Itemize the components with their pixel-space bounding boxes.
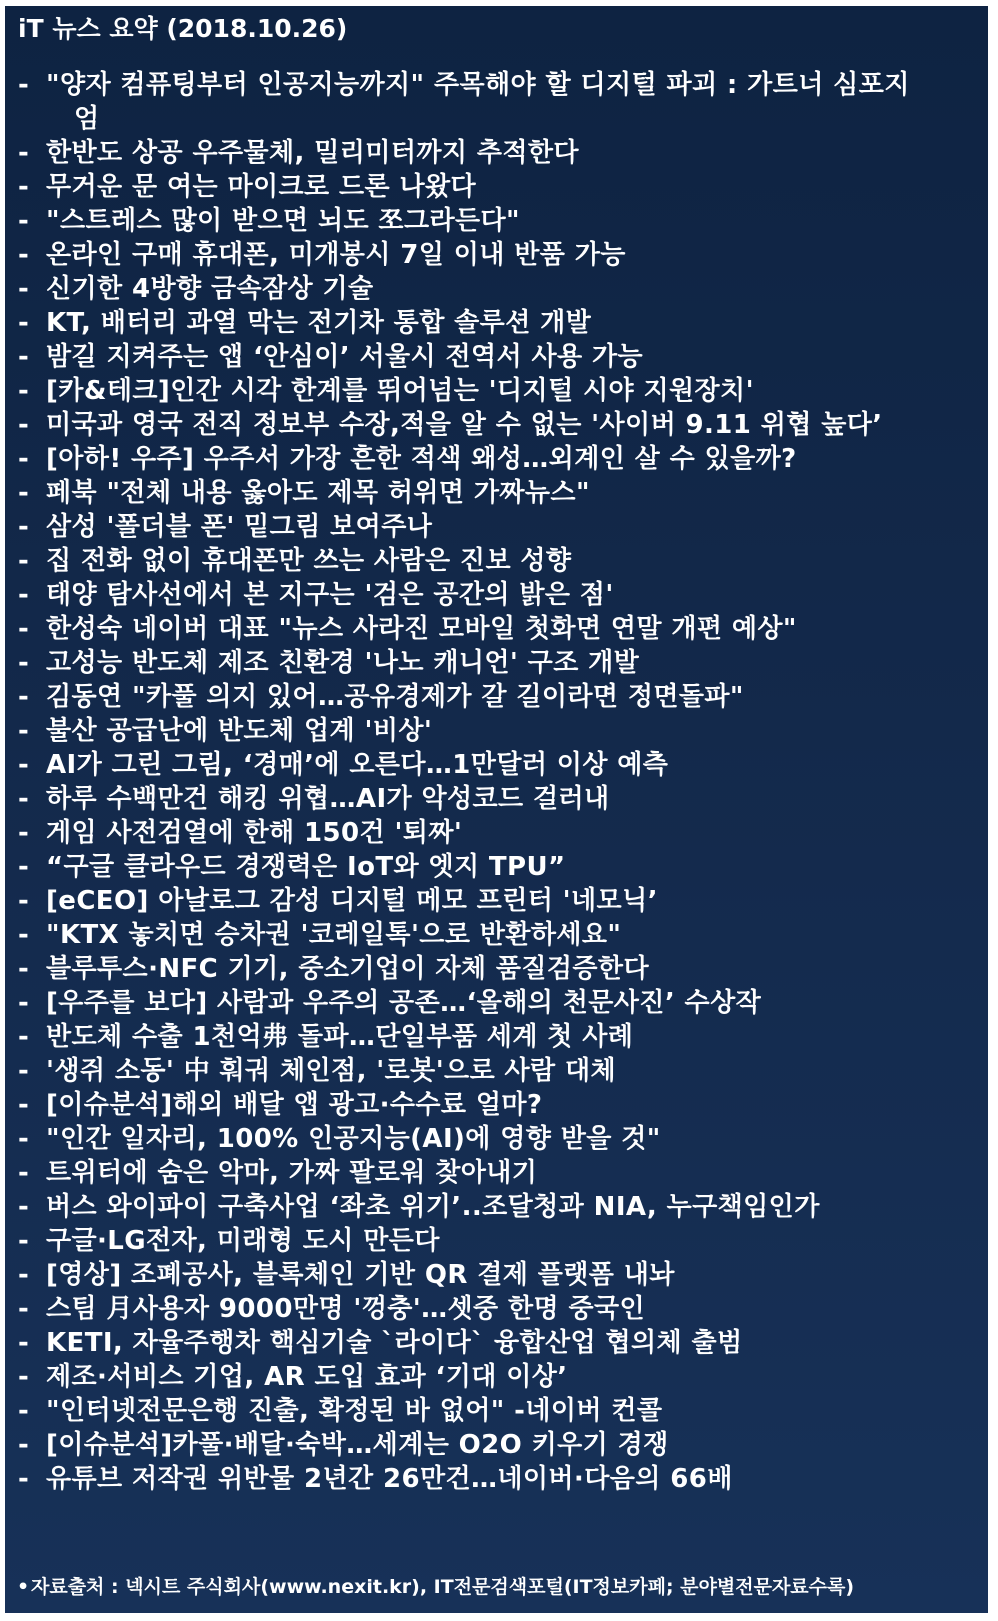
news-item-text: 온라인 구매 휴대폰, 미개봉시 7일 이내 반품 가능 [46,240,626,270]
news-item-dash: - [18,988,30,1018]
news-item [18,1292,976,1326]
news-item-text: 반도체 수출 1천억弗 돌파…단일부품 세계 첫 사례 [46,1022,634,1052]
news-item-dash: - [18,342,30,372]
news-item-text: "인간 일자리, 100% 인공지능(AI)에 영향 받을 것" [46,1124,661,1154]
news-item-dash: - [18,1124,30,1154]
news-item-text: [eCEO] 아날로그 감성 디지털 메모 프린터 '네모닉’ [46,886,658,916]
news-item [18,952,976,986]
news-item-dash: - [18,376,30,406]
news-item-dash: - [18,1056,30,1086]
news-item-text: 김동연 "카풀 의지 있어…공유경제가 갈 길이라면 정면돌파" [46,682,744,712]
news-item-dash: - [18,954,30,984]
news-item-text: [이슈분석]카풀·배달·숙박…세계는 O2O 키우기 경쟁 [46,1430,669,1460]
news-item-text: 유튜브 저작권 위반물 2년간 26만건…네이버·다음의 66배 [46,1464,733,1494]
news-item-dash: - [18,1226,30,1256]
news-item-text: 하루 수백만건 해킹 위협…AI가 악성코드 걸러내 [46,784,610,814]
source-footer [17,1575,854,1599]
news-item-text: 스팀 月사용자 9000만명 '껑충'…셋중 한명 중국인 [46,1294,645,1324]
news-item [18,1224,976,1258]
news-list [18,68,976,1496]
news-item-text: '생쥐 소동' 中 훠궈 체인점, '로봇'으로 사람 대체 [46,1056,617,1086]
news-item-dash: - [18,1022,30,1052]
news-item-text: 집 전화 없이 휴대폰만 쓰는 사람은 진보 성향 [46,546,572,576]
news-item-text: 미국과 영국 전직 정보부 수장,적을 알 수 없는 '사이버 9.11 위협 높다’ [46,410,883,440]
news-item-dash: - [18,172,30,202]
news-item-dash: - [18,682,30,712]
news-item-text: [아하! 우주] 우주서 가장 흔한 적색 왜성…외계인 살 수 있을까? [46,444,797,474]
news-item-dash: - [18,1328,30,1358]
news-item-dash: - [18,1362,30,1392]
news-item [18,1156,976,1190]
news-item-text: “구글 클라우드 경쟁력은 IoT와 엣지 TPU” [46,852,566,882]
news-item-dash: - [18,818,30,848]
news-item-text: 트위터에 숨은 악마, 가짜 팔로워 찾아내기 [46,1158,538,1188]
news-item [18,1360,976,1394]
news-item-text: 삼성 '폴더블 폰' 밑그림 보여주나 [46,512,433,542]
news-item [18,408,976,442]
news-item [18,1122,976,1156]
news-item-dash: - [18,512,30,542]
news-item-dash: - [18,886,30,916]
news-item-text: 무거운 문 여는 마이크로 드론 나왔다 [46,172,476,202]
news-item-dash: - [18,1158,30,1188]
news-item [18,612,976,646]
news-item-text: 블루투스·NFC 기기, 중소기업이 자체 품질검증한다 [46,954,649,984]
news-item-text: "스트레스 많이 받으면 뇌도 쪼그라든다" [46,206,520,236]
news-item-text: [우주를 보다] 사람과 우주의 공존…‘올해의 천문사진’ 수상작 [46,988,762,1018]
news-item-dash: - [18,750,30,780]
news-item [18,1462,976,1496]
news-item-text: 게임 사전검열에 한해 150건 '퇴짜' [46,818,463,848]
news-item-text: "KTX 놓치면 승차권 '코레일톡'으로 반환하세요" [46,920,622,950]
news-item-dash: - [18,138,30,168]
news-item [18,748,976,782]
news-item-dash: - [18,410,30,440]
news-summary-slide [5,6,988,1613]
news-item-text: [이슈분석]해외 배달 앱 광고·수수료 얼마? [46,1090,543,1120]
news-item-dash: - [18,614,30,644]
news-item [18,816,976,850]
news-item-dash: - [18,1260,30,1290]
news-item [18,1394,976,1428]
news-item-dash: - [18,580,30,610]
news-item-dash: - [18,784,30,814]
news-item-text: [영상] 조폐공사, 블록체인 기반 QR 결제 플랫폼 내놔 [46,1260,675,1290]
news-item [18,1054,976,1088]
news-item-text: "양자 컴퓨팅부터 인공지능까지" 주목해야 할 디지털 파괴 : 가트너 심포지엄 [46,70,910,134]
news-item-text: 고성능 반도체 제조 친환경 '나노 캐니언' 구조 개발 [46,648,640,678]
news-item-dash: - [18,478,30,508]
news-item [18,544,976,578]
news-item [18,986,976,1020]
news-item [18,782,976,816]
news-item [18,136,976,170]
news-item-dash: - [18,240,30,270]
news-item-text: 페북 "전체 내용 옳아도 제목 허위면 가짜뉴스" [46,478,590,508]
news-item [18,510,976,544]
news-item [18,68,976,136]
news-item-text: 밤길 지켜주는 앱 ‘안심이’ 서울시 전역서 사용 가능 [46,342,644,372]
news-item-dash: - [18,308,30,338]
news-item-text: 신기한 4방향 금속잠상 기술 [46,274,374,304]
news-item-dash: - [18,1464,30,1494]
news-item-text: AI가 그린 그림, ‘경매’에 오른다…1만달러 이상 예측 [46,750,669,780]
news-item [18,1088,976,1122]
news-item-dash: - [18,1430,30,1460]
page-title: iT 뉴스 요약 (2018.10.26) [18,14,348,43]
news-item-text: 태양 탐사선에서 본 지구는 '검은 공간의 밝은 점' [46,580,614,610]
news-item-dash: - [18,1192,30,1222]
news-item-text: KETI, 자율주행차 핵심기술 `라이다` 융합산업 협의체 출범 [46,1328,743,1358]
news-item [18,1190,976,1224]
news-item [18,1258,976,1292]
news-item [18,1020,976,1054]
news-item-dash: - [18,648,30,678]
news-item [18,204,976,238]
news-item-dash: - [18,1396,30,1426]
news-item-dash: - [18,70,30,100]
news-item-text: 제조·서비스 기업, AR 도입 효과 ‘기대 이상’ [46,1362,568,1392]
footer-bullet: • [17,1576,30,1598]
news-item [18,476,976,510]
news-item-dash: - [18,444,30,474]
news-item [18,238,976,272]
news-item [18,850,976,884]
news-item-text: KT, 배터리 과열 막는 전기차 통합 솔루션 개발 [46,308,592,338]
news-item [18,918,976,952]
news-item-dash: - [18,852,30,882]
news-item [18,374,976,408]
news-item-dash: - [18,716,30,746]
news-item-text: 구글·LG전자, 미래형 도시 만든다 [46,1226,440,1256]
news-item-text: "인터넷전문은행 진출, 확정된 바 없어" -네이버 컨콜 [46,1396,663,1426]
news-item [18,1326,976,1360]
news-item-text: 한반도 상공 우주물체, 밀리미터까지 추적한다 [46,138,579,168]
news-item [18,578,976,612]
news-item-text: [카&테크]인간 시각 한계를 뛰어넘는 '디지털 시야 지원장치' [46,376,754,406]
news-item-dash: - [18,1090,30,1120]
news-item-dash: - [18,920,30,950]
news-item [18,442,976,476]
news-item [18,1428,976,1462]
news-item-dash: - [18,1294,30,1324]
news-item-dash: - [18,206,30,236]
news-item [18,170,976,204]
news-item [18,272,976,306]
footer-text: 자료출처 : 넥시트 주식회사(www.nexit.kr), IT전문검색포털(IT정보카페; 분야별전문자료수록) [31,1576,855,1598]
news-item [18,714,976,748]
news-item [18,680,976,714]
news-item-text: 버스 와이파이 구축사업 ‘좌초 위기’..조달청과 NIA, 누구책임인가 [46,1192,820,1222]
news-item-dash: - [18,546,30,576]
news-item [18,306,976,340]
news-item [18,646,976,680]
news-item [18,340,976,374]
news-item-dash: - [18,274,30,304]
news-item-text: 한성숙 네이버 대표 "뉴스 사라진 모바일 첫화면 연말 개편 예상" [46,614,797,644]
news-item [18,884,976,918]
news-item-text: 불산 공급난에 반도체 업계 '비상' [46,716,433,746]
